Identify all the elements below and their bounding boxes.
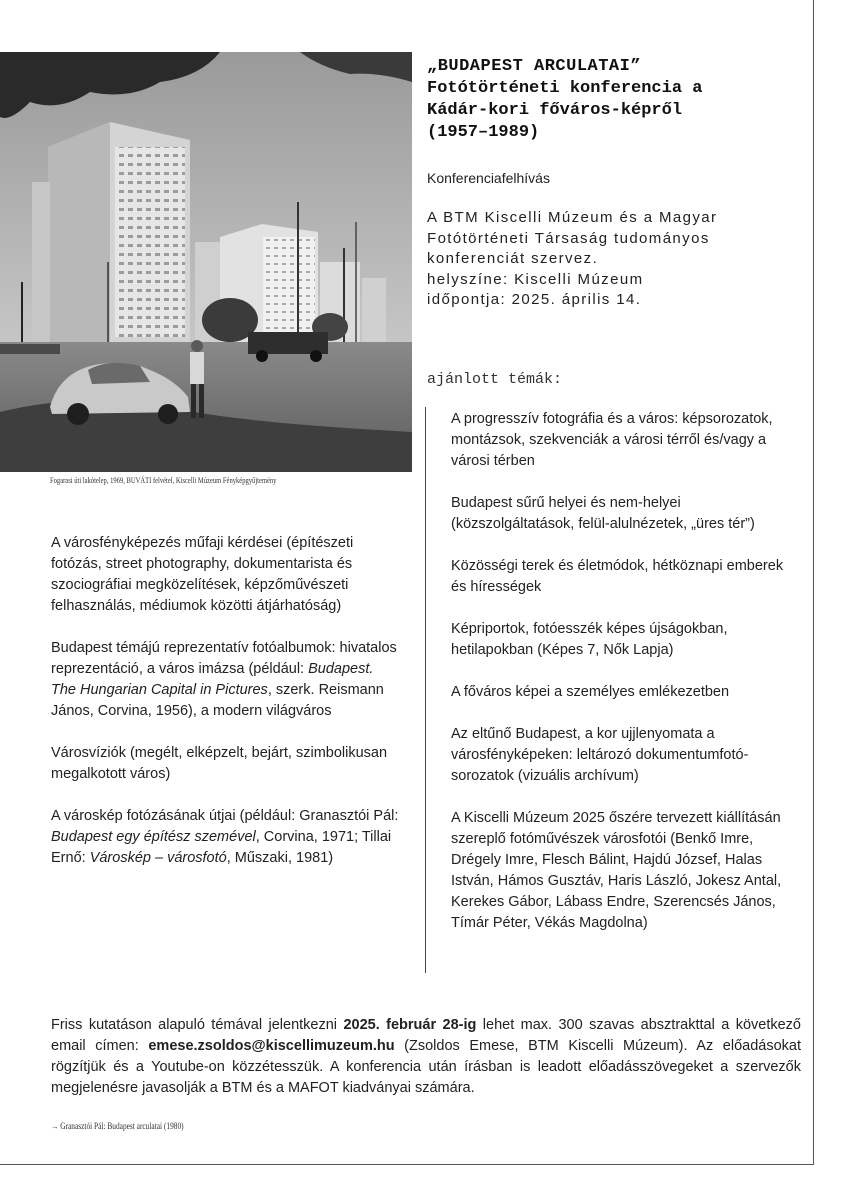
topics-list-left (51, 533, 401, 890)
image-credit: → Granasztói Pál: Budapest arculatai (1980) (51, 1121, 184, 1131)
book-title: Budapest. The Hungarian Capital in Pictures (51, 661, 374, 698)
topic-text: A városkép fotózásának útjai (például: Granasztói Pál: (51, 808, 399, 824)
topic-item (51, 638, 401, 722)
topic-item: A főváros képei a személyes emlékezetben (451, 684, 730, 700)
intro-text (427, 208, 717, 311)
topic-item: A városfényképezés műfaji kérdései (építészeti fotózás, street photography, dokumentarista és szociográfiai megközelítések, képzőművészeti felhasználás, médiumok közötti átjárhatóság) (51, 535, 354, 614)
topic-item: Közösségi terek és életmódok, hétköznapi emberek és hírességek (451, 558, 784, 595)
photo-caption: Fogarasi úti lakótelep, 1969, BUVÁTI felvétel, Kiscelli Múzeum Fényképgyűjtemény (50, 476, 277, 485)
intro-line: konferenciát szervez. (427, 250, 599, 267)
intro-line: időpontja: 2025. április 14. (427, 291, 642, 308)
topic-text: , Corvina, 1971; Tillai Ernő: (51, 829, 392, 866)
housing-estate-photo (0, 52, 412, 472)
title-line: „BUDAPEST ARCULATAI” (427, 57, 642, 76)
topic-item: A progresszív fotográfia és a város: képsorozatok, montázsok, szekvenciák a városi térről és/vagy a városi térben (451, 411, 773, 469)
conference-title (427, 56, 702, 144)
subtitle-line: Fotótörténeti konferencia a (427, 79, 703, 98)
column-divider (425, 407, 426, 973)
topic-item: A Kiscelli Múzeum 2025 őszére tervezett kiállításán szereplő fotóművészek városfotói (Benkő Imre, Drégely Imre, Flesch Bálint, Hajdú József, Halas István, Hámos Gusztáv, Haris László, Jokesz Antal, Kerekes Gábor, Lábass Endre, Szerencsés János, Tímár Péter, Vékás Magdolna) (451, 810, 782, 931)
topic-text: Budapest témájú reprezentatív fotóalbumok: hivatalos reprezentáció, a város imázsa (például: (51, 640, 397, 677)
submission-info (51, 1015, 801, 1099)
topic-item: Az eltűnő Budapest, a kor ujjlenyomata a városfényképeken: leltározó dokumentumfotó-sorozatok (vizuális archívum) (451, 726, 749, 784)
contact-email[interactable]: emese.zsoldos@kiscellimuzeum.hu (148, 1038, 395, 1054)
topic-text: , Műszaki, 1981) (226, 850, 334, 866)
intro-line: helyszíne: Kiscelli Múzeum (427, 270, 644, 288)
footer-text: (Zsoldos Emese, BTM Kiscelli Múzeum). Az előadásokat rögzítjük és a Youtube-on közzétesszük. A konferencia után írásban is leadott előadásszövegeket a szervezők megjelenésre javasolják a BTM és a MAFOT kiadványai számára. (51, 1038, 801, 1096)
deadline: 2025. február 28-ig (343, 1017, 477, 1033)
page-frame-bottom (0, 1164, 814, 1165)
page-frame-right (813, 0, 814, 1165)
footer-text: Friss kutatáson alapuló témával jelentkezni (51, 1017, 344, 1033)
topic-item: Városvíziók (megélt, elképzelt, bejárt, szimbolikusan megalkotott város) (51, 745, 388, 782)
intro-line: Fotótörténeti Társaság tudományos (427, 229, 710, 247)
book-title: Budapest egy építész szemével (51, 829, 256, 845)
subtitle-line: (1957–1989) (427, 123, 540, 142)
call-for-papers-label: Konferenciafelhívás (427, 170, 550, 186)
footer-text: lehet max. 300 szavas absztrakttal a következő email címen: (51, 1017, 801, 1054)
book-title: Városkép – városfotó (89, 850, 227, 866)
topics-heading: ajánlott témák: (427, 371, 563, 388)
topic-item: Budapest sűrű helyei és nem-helyei (közszolgáltatások, felül-alulnézetek, „üres tér”) (451, 495, 755, 532)
topic-text: , szerk. Reismann János, Corvina, 1956), a modern világváros (51, 682, 384, 719)
intro-line: A BTM Kiscelli Múzeum és a Magyar (427, 209, 718, 226)
topics-list-right (451, 409, 791, 955)
topic-item (51, 806, 401, 869)
topic-item: Képriportok, fotóesszék képes újságokban, hetilapokban (Képes 7, Nők Lapja) (451, 621, 728, 658)
subtitle-line: Kádár-kori főváros-képről (427, 101, 683, 120)
